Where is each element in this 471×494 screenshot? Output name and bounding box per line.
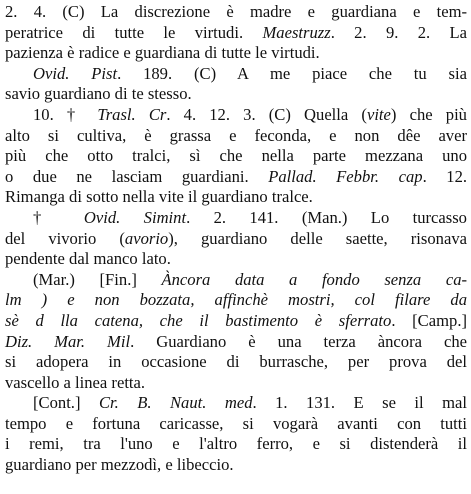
text-segment: (Mar.) [Fin.]	[33, 269, 162, 289]
italic-text: Cr. B. Naut. med	[98, 393, 253, 413]
text-line	[5, 373, 467, 394]
text-line	[5, 249, 467, 270]
text-line	[5, 455, 467, 476]
text-line	[5, 414, 467, 435]
italic-text: Pallad. Febbr. cap	[268, 166, 423, 186]
text-segment: guardiano per mezzodì, e libeccio.	[5, 455, 234, 475]
text-line	[5, 43, 467, 64]
text-segment: . 12.	[422, 166, 468, 186]
text-segment: . Guardiano è una terza àncora che	[130, 331, 467, 351]
italic-text: vite	[366, 104, 391, 124]
text-segment: 10. †	[33, 104, 98, 124]
text-segment: ) che più	[390, 104, 467, 124]
text-segment: . 2. 141. (Man.) Lo turcasso	[186, 207, 467, 227]
italic-text: Ovid. Simint	[83, 207, 187, 227]
text-line	[5, 290, 467, 311]
text-line	[5, 352, 467, 373]
text-segment: †	[33, 207, 84, 227]
text-segment: . 189. (C) A me piace che tu sia	[117, 63, 467, 83]
text-segment: . 2. 9. 2. La	[330, 22, 467, 42]
text-segment: tempo e fortuna caricasse, si vogarà avanti con tutti	[5, 413, 467, 433]
italic-text: avorio	[124, 228, 169, 248]
text-line	[5, 126, 467, 147]
italic-text: sè d lla catena, che il bastimento è sferrato	[5, 310, 392, 330]
text-segment: . [Camp.]	[391, 310, 467, 330]
italic-text: Maestruzz	[262, 22, 331, 42]
text-line	[5, 64, 467, 85]
text-segment: Rimanga di sotto nella vite il guardiano tralce.	[5, 187, 313, 207]
italic-text: Àncora data a fondo senza ca-	[161, 269, 468, 289]
text-segment: alto si cultiva, è grassa e feconda, e non dêe aver	[5, 125, 467, 145]
text-line	[5, 2, 467, 23]
text-line	[5, 270, 467, 291]
text-line	[5, 229, 467, 250]
italic-text: Trasl. Cr	[97, 104, 167, 124]
text-line	[5, 393, 467, 414]
text-segment: pazienza è radice e guardiana di tutte le virtudi.	[5, 43, 320, 63]
text-line	[5, 332, 467, 353]
italic-text: lm ) e non bozzata, affinchè mostri, col filare da	[5, 290, 467, 310]
text-segment: [Cont.]	[33, 393, 99, 413]
text-segment: vascello a linea retta.	[5, 372, 146, 392]
text-segment: del vivorio (	[5, 228, 125, 248]
text-line	[5, 105, 467, 126]
text-line	[5, 84, 467, 105]
text-line	[5, 311, 467, 332]
text-line	[5, 187, 467, 208]
text-segment: pendente dal manco lato.	[5, 249, 171, 269]
text-segment: i remi, tra l'uno e l'altro ferro, e si distenderà il	[5, 434, 467, 454]
text-line	[5, 146, 467, 167]
text-segment: o due ne lasciam guardiani.	[5, 166, 269, 186]
text-segment: . 4. 12. 3. (C) Quella (	[166, 104, 367, 124]
text-segment: si adopera in occasione di burrasche, per prova del	[5, 352, 467, 372]
text-line	[5, 434, 467, 455]
text-segment: . 1. 131. E se il mal	[252, 393, 467, 413]
text-segment: savio guardiano di te stesso.	[5, 84, 192, 104]
text-segment: più che otto tralci, sì che nella parte mezzana uno	[5, 146, 467, 166]
text-line	[5, 208, 467, 229]
text-segment: peratrice di tutte le virtudi.	[5, 22, 263, 42]
italic-text: Ovid. Pist	[33, 63, 118, 83]
text-segment: 2. 4. (C) La discrezione è madre e guardiana e tem-	[5, 2, 467, 21]
text-line	[5, 167, 467, 188]
text-segment: ), guardiano delle saette, risonava	[168, 228, 467, 248]
text-line	[5, 23, 467, 44]
italic-text: Diz. Mar. Mil	[5, 331, 131, 351]
